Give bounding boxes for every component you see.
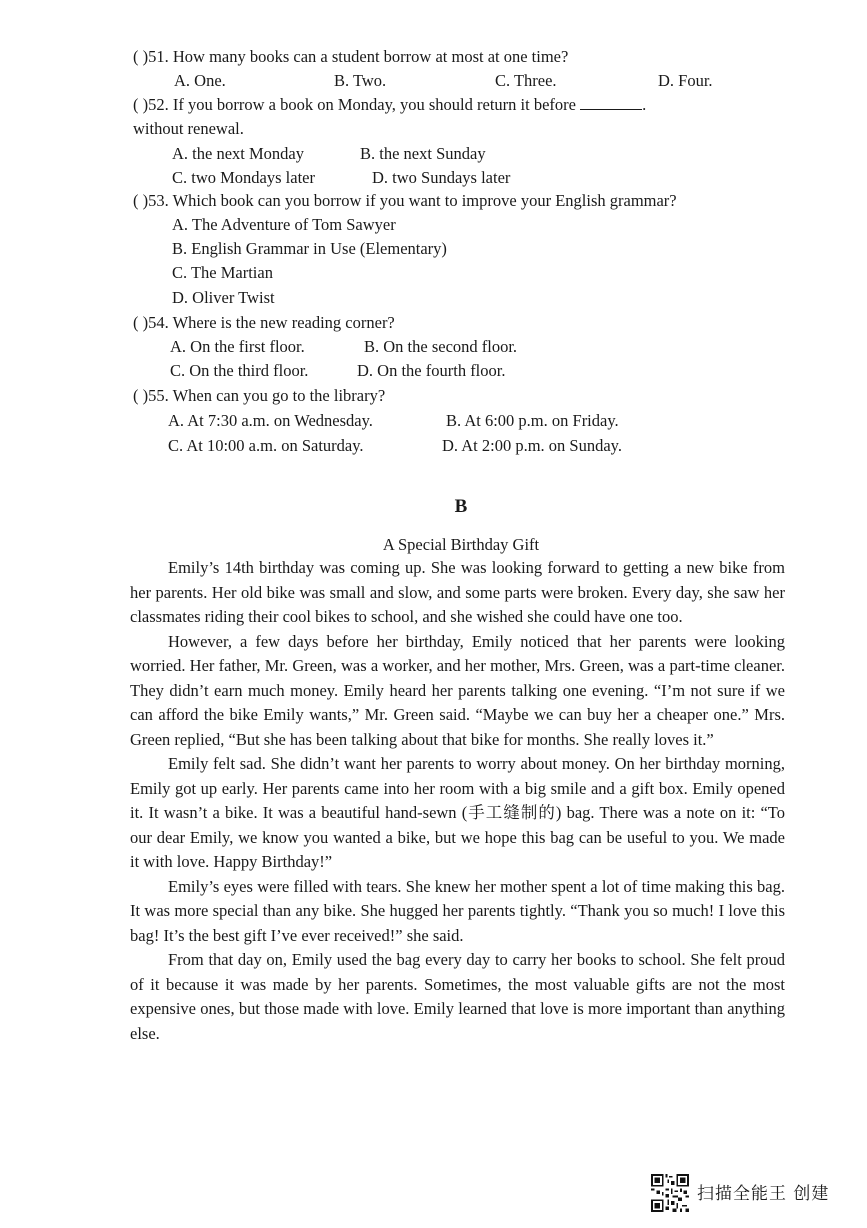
passage-body bbox=[130, 556, 785, 1046]
option-c: C. The Martian bbox=[172, 263, 273, 282]
option-d: D. Four. bbox=[658, 71, 713, 90]
question-number: ( )54. bbox=[133, 313, 169, 332]
option-a: A. On the first floor. bbox=[170, 337, 305, 356]
option-d: D. On the fourth floor. bbox=[357, 361, 506, 380]
answer-blank bbox=[580, 95, 642, 110]
option-a: A. At 7:30 a.m. on Wednesday. bbox=[168, 411, 373, 430]
paragraph: However, a few days before her birthday, Emily noticed that her parents were looking worried. Her father, Mr. Green, was a worker, and her mother, Mrs. Green, was a part-time cleaner. They didn’t earn much money. Emily heard her parents talking one evening. “I’m not sure if we can afford the bike Emily wants,” Mr. Green said. “Maybe we can buy her a cheaper one.” Mrs. Green replied, “But she has been talking about that bike for months. She really loves it.” bbox=[130, 631, 785, 749]
option-b: B. At 6:00 p.m. on Friday. bbox=[446, 411, 619, 430]
option-a: A. The Adventure of Tom Sawyer bbox=[172, 215, 396, 234]
scanner-watermark bbox=[651, 1174, 851, 1216]
question-number: ( )55. bbox=[133, 386, 169, 405]
section-heading: B bbox=[454, 496, 468, 517]
question-stem: How many books can a student borrow at most at one time? bbox=[172, 47, 569, 66]
option-d: D. Oliver Twist bbox=[172, 288, 275, 307]
option-b: B. On the second floor. bbox=[364, 337, 518, 356]
option-c: C. On the third floor. bbox=[170, 361, 309, 380]
question-stem-end: . bbox=[642, 95, 647, 114]
option-c: C. Three. bbox=[495, 71, 557, 90]
option-c: C. two Mondays later bbox=[172, 168, 315, 187]
paragraph: Emily felt sad. She didn’t want her parents to worry about money. On her birthday morning, Emily got up early. Her parents came into her room with a big smile and a gift box. Emily opened it. It wasn’t a bike. It was a beautiful hand-sewn (手工缝制的) bag. There was a note on it: “To our dear Emily, we know you wanted a bike, but we hope this bag can be useful to you. We made it with love. Happy Birthday!” bbox=[130, 754, 785, 871]
question-stem: Where is the new reading corner? bbox=[172, 313, 395, 332]
paragraph: Emily’s 14th birthday was coming up. She was looking forward to getting a new bike from her parents. Her old bike was small and slow, and some parts were broken. Every day, she saw her classmates riding their cool bikes to school, and she wished she could have one too. bbox=[130, 558, 785, 626]
option-b: B. English Grammar in Use (Elementary) bbox=[172, 239, 447, 258]
paragraph: Emily’s eyes were filled with tears. She knew her mother spent a lot of time making this bag. It was more special than any bike. She hugged her parents tightly. “Thank you so much! I love this bag! It’s the best gift I’ve ever received!” she said. bbox=[130, 876, 785, 945]
option-d: D. two Sundays later bbox=[372, 168, 511, 187]
passage-title: A Special Birthday Gift bbox=[382, 535, 540, 554]
qr-code-icon bbox=[651, 1174, 689, 1212]
option-b: B. the next Sunday bbox=[360, 144, 486, 163]
option-d: D. At 2:00 p.m. on Sunday. bbox=[442, 436, 622, 455]
question-number: ( )52. bbox=[133, 95, 169, 114]
option-b: B. Two. bbox=[334, 71, 387, 90]
question-stem: Which book can you borrow if you want to improve your English grammar? bbox=[172, 191, 677, 210]
option-c: C. At 10:00 a.m. on Saturday. bbox=[168, 436, 364, 455]
paragraph: From that day on, Emily used the bag every day to carry her books to school. She felt proud of it because it was made by her parents. Sometimes, the most valuable gifts are not the most expensive ones, but those made with love. Emily learned that love is more important than anything else. bbox=[130, 950, 785, 1043]
option-a: A. the next Monday bbox=[172, 144, 304, 163]
watermark-text: 扫描全能王 创建 bbox=[697, 1184, 830, 1204]
option-a: A. One. bbox=[174, 71, 226, 90]
question-stem-continued: without renewal. bbox=[133, 119, 244, 138]
question-number: ( )53. bbox=[133, 191, 169, 210]
question-number: ( )51. bbox=[133, 47, 169, 66]
question-stem: If you borrow a book on Monday, you should return it before bbox=[172, 95, 576, 114]
question-stem: When can you go to the library? bbox=[172, 386, 386, 405]
